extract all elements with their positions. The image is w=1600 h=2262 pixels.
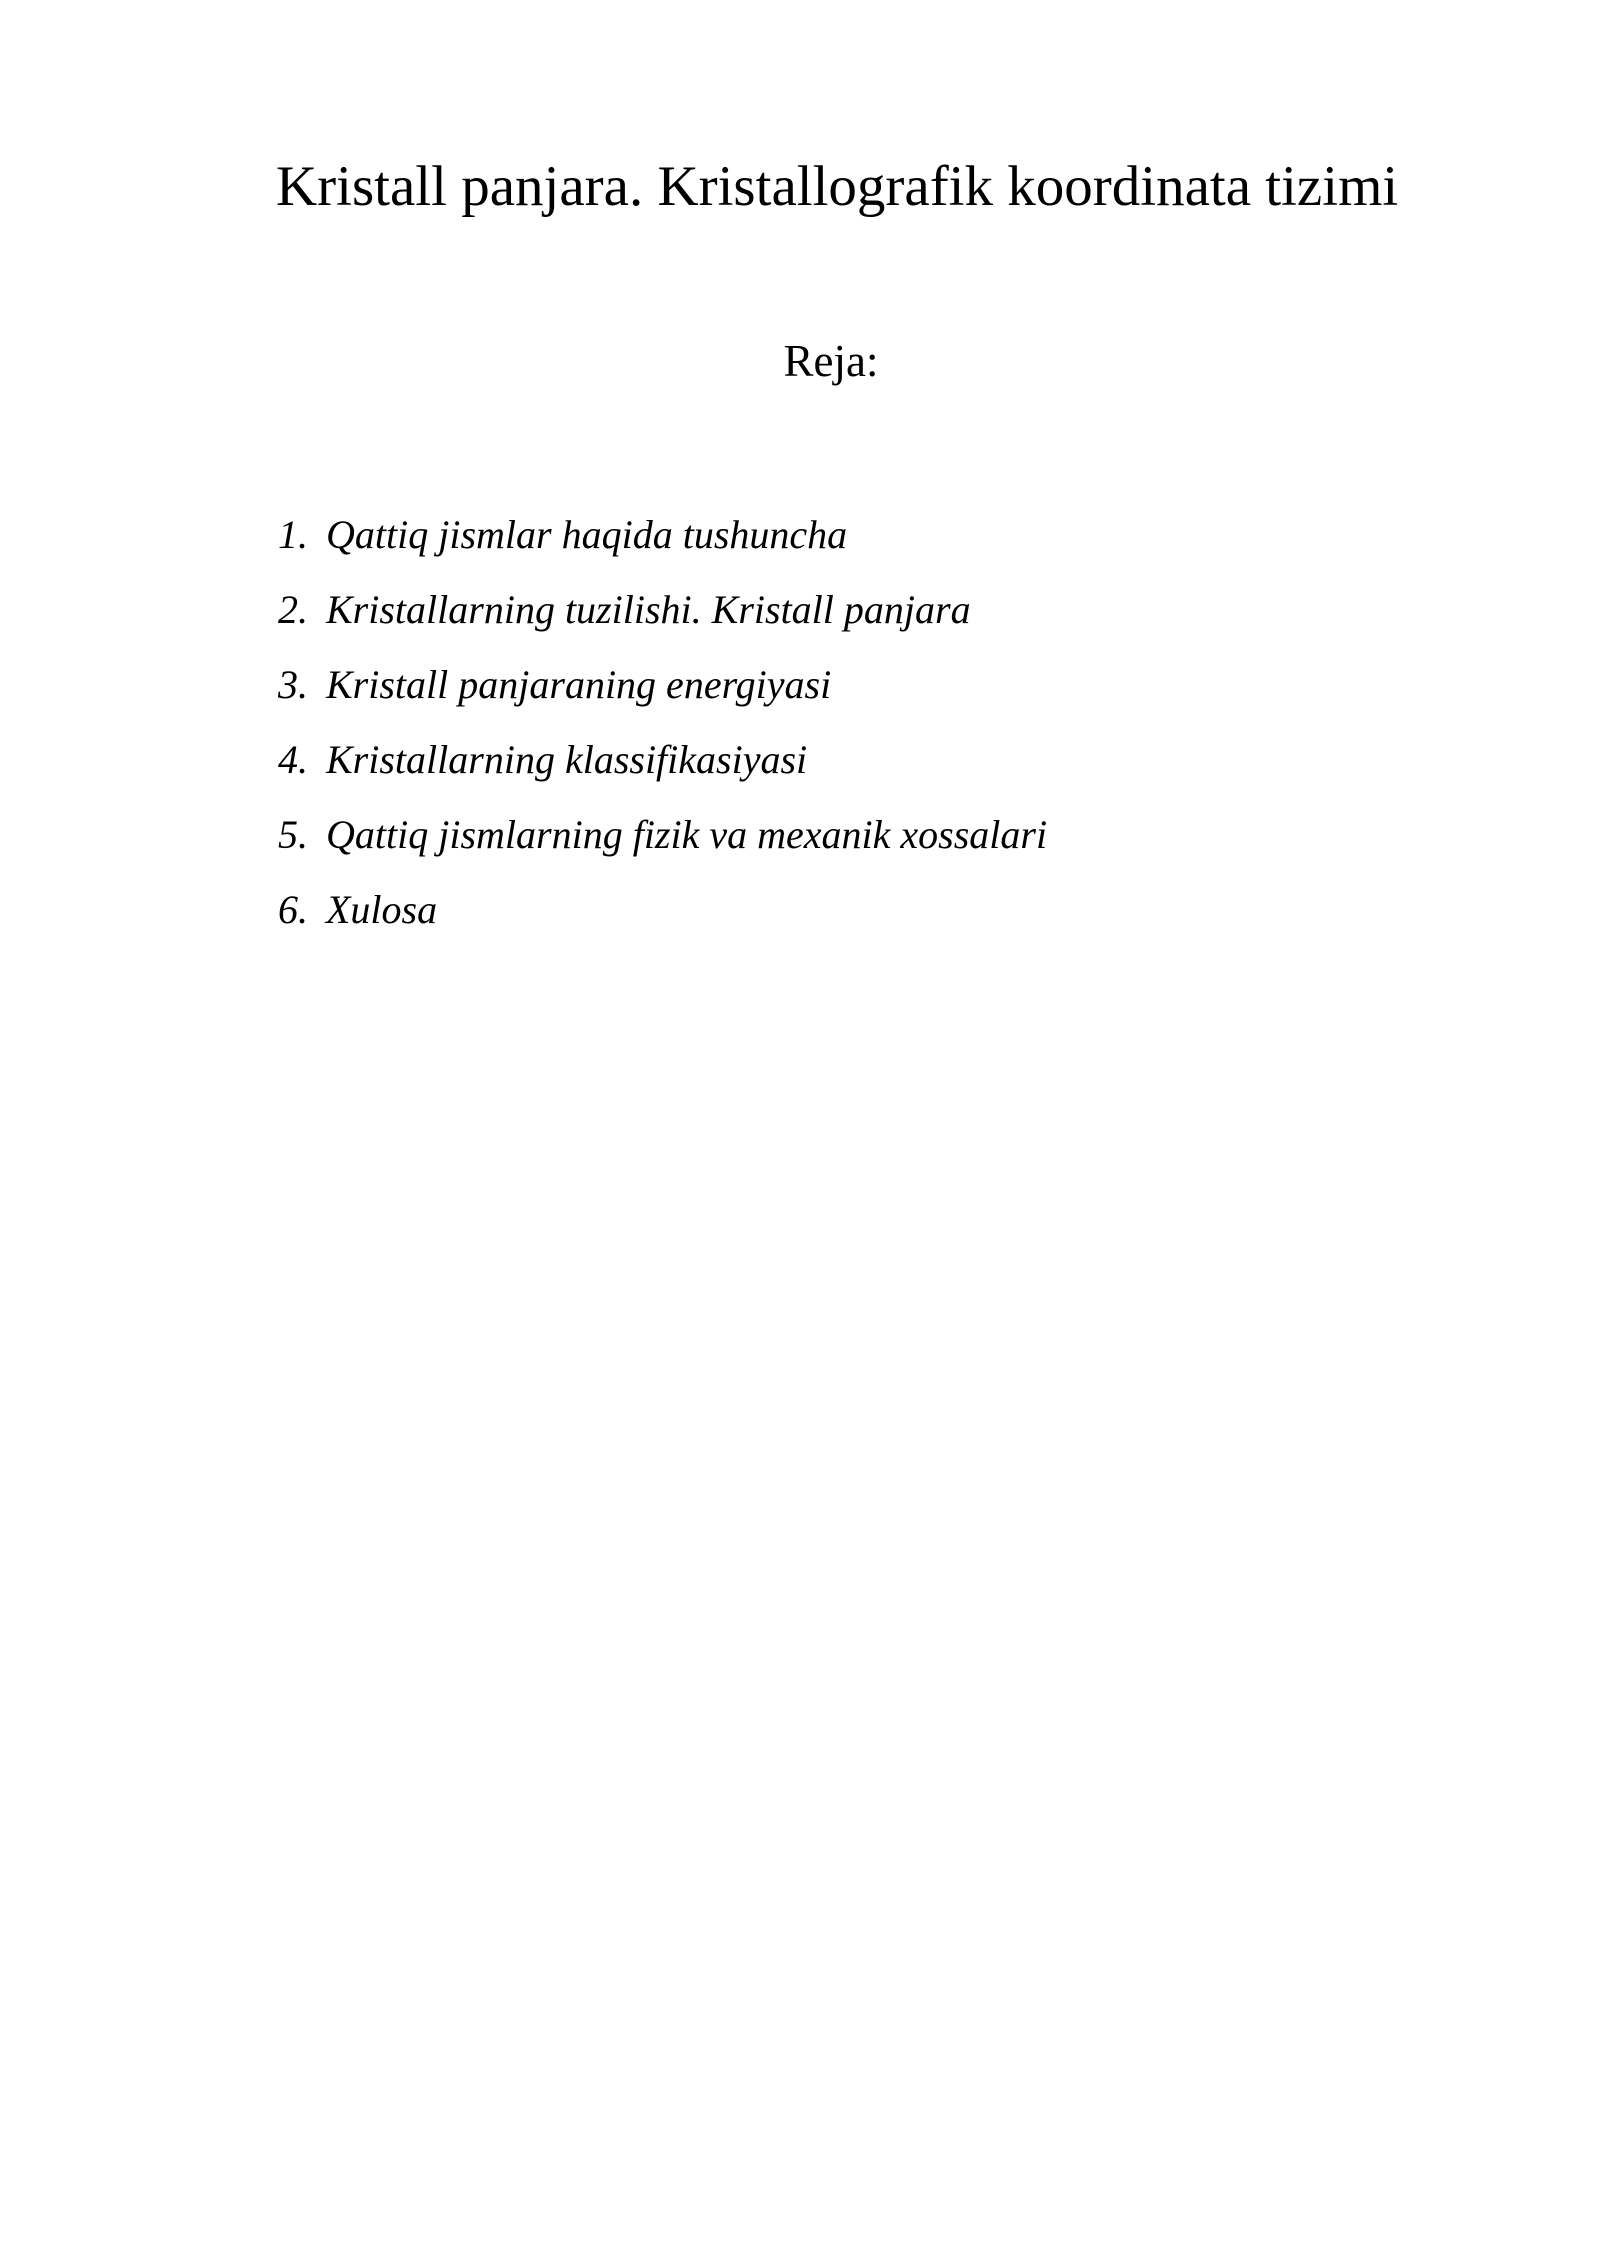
plan-item-text: Xulosa — [326, 887, 438, 932]
plan-item-2 — [278, 572, 1047, 647]
plan-item-1 — [278, 497, 1047, 572]
plan-item-text: Kristall panjaraning energiyasi — [326, 662, 832, 707]
plan-item-number: 6. — [278, 887, 308, 932]
plan-item-number: 5. — [278, 812, 308, 857]
plan-item-text: Qattiq jismlarning fizik va mexanik xossalari — [326, 812, 1048, 857]
plan-item-text: Qattiq jismlar haqida tushuncha — [326, 512, 848, 557]
plan-item-text: Kristallarning tuzilishi. Kristall panjara — [326, 587, 971, 632]
document-title: Kristall panjara. Kristallografik koordinata tizimi — [276, 155, 1399, 218]
plan-item-number: 2. — [278, 587, 308, 632]
plan-item-number: 3. — [278, 662, 308, 707]
plan-item-text: Kristallarning klassifikasiyasi — [326, 737, 808, 782]
plan-item-5 — [278, 797, 1047, 872]
plan-list — [278, 497, 1047, 947]
plan-item-3 — [278, 647, 1047, 722]
plan-item-6 — [278, 872, 1047, 947]
plan-item-number: 1. — [278, 512, 308, 557]
plan-item-4 — [278, 722, 1047, 797]
plan-heading: Reja: — [783, 336, 879, 386]
plan-item-number: 4. — [278, 737, 308, 782]
